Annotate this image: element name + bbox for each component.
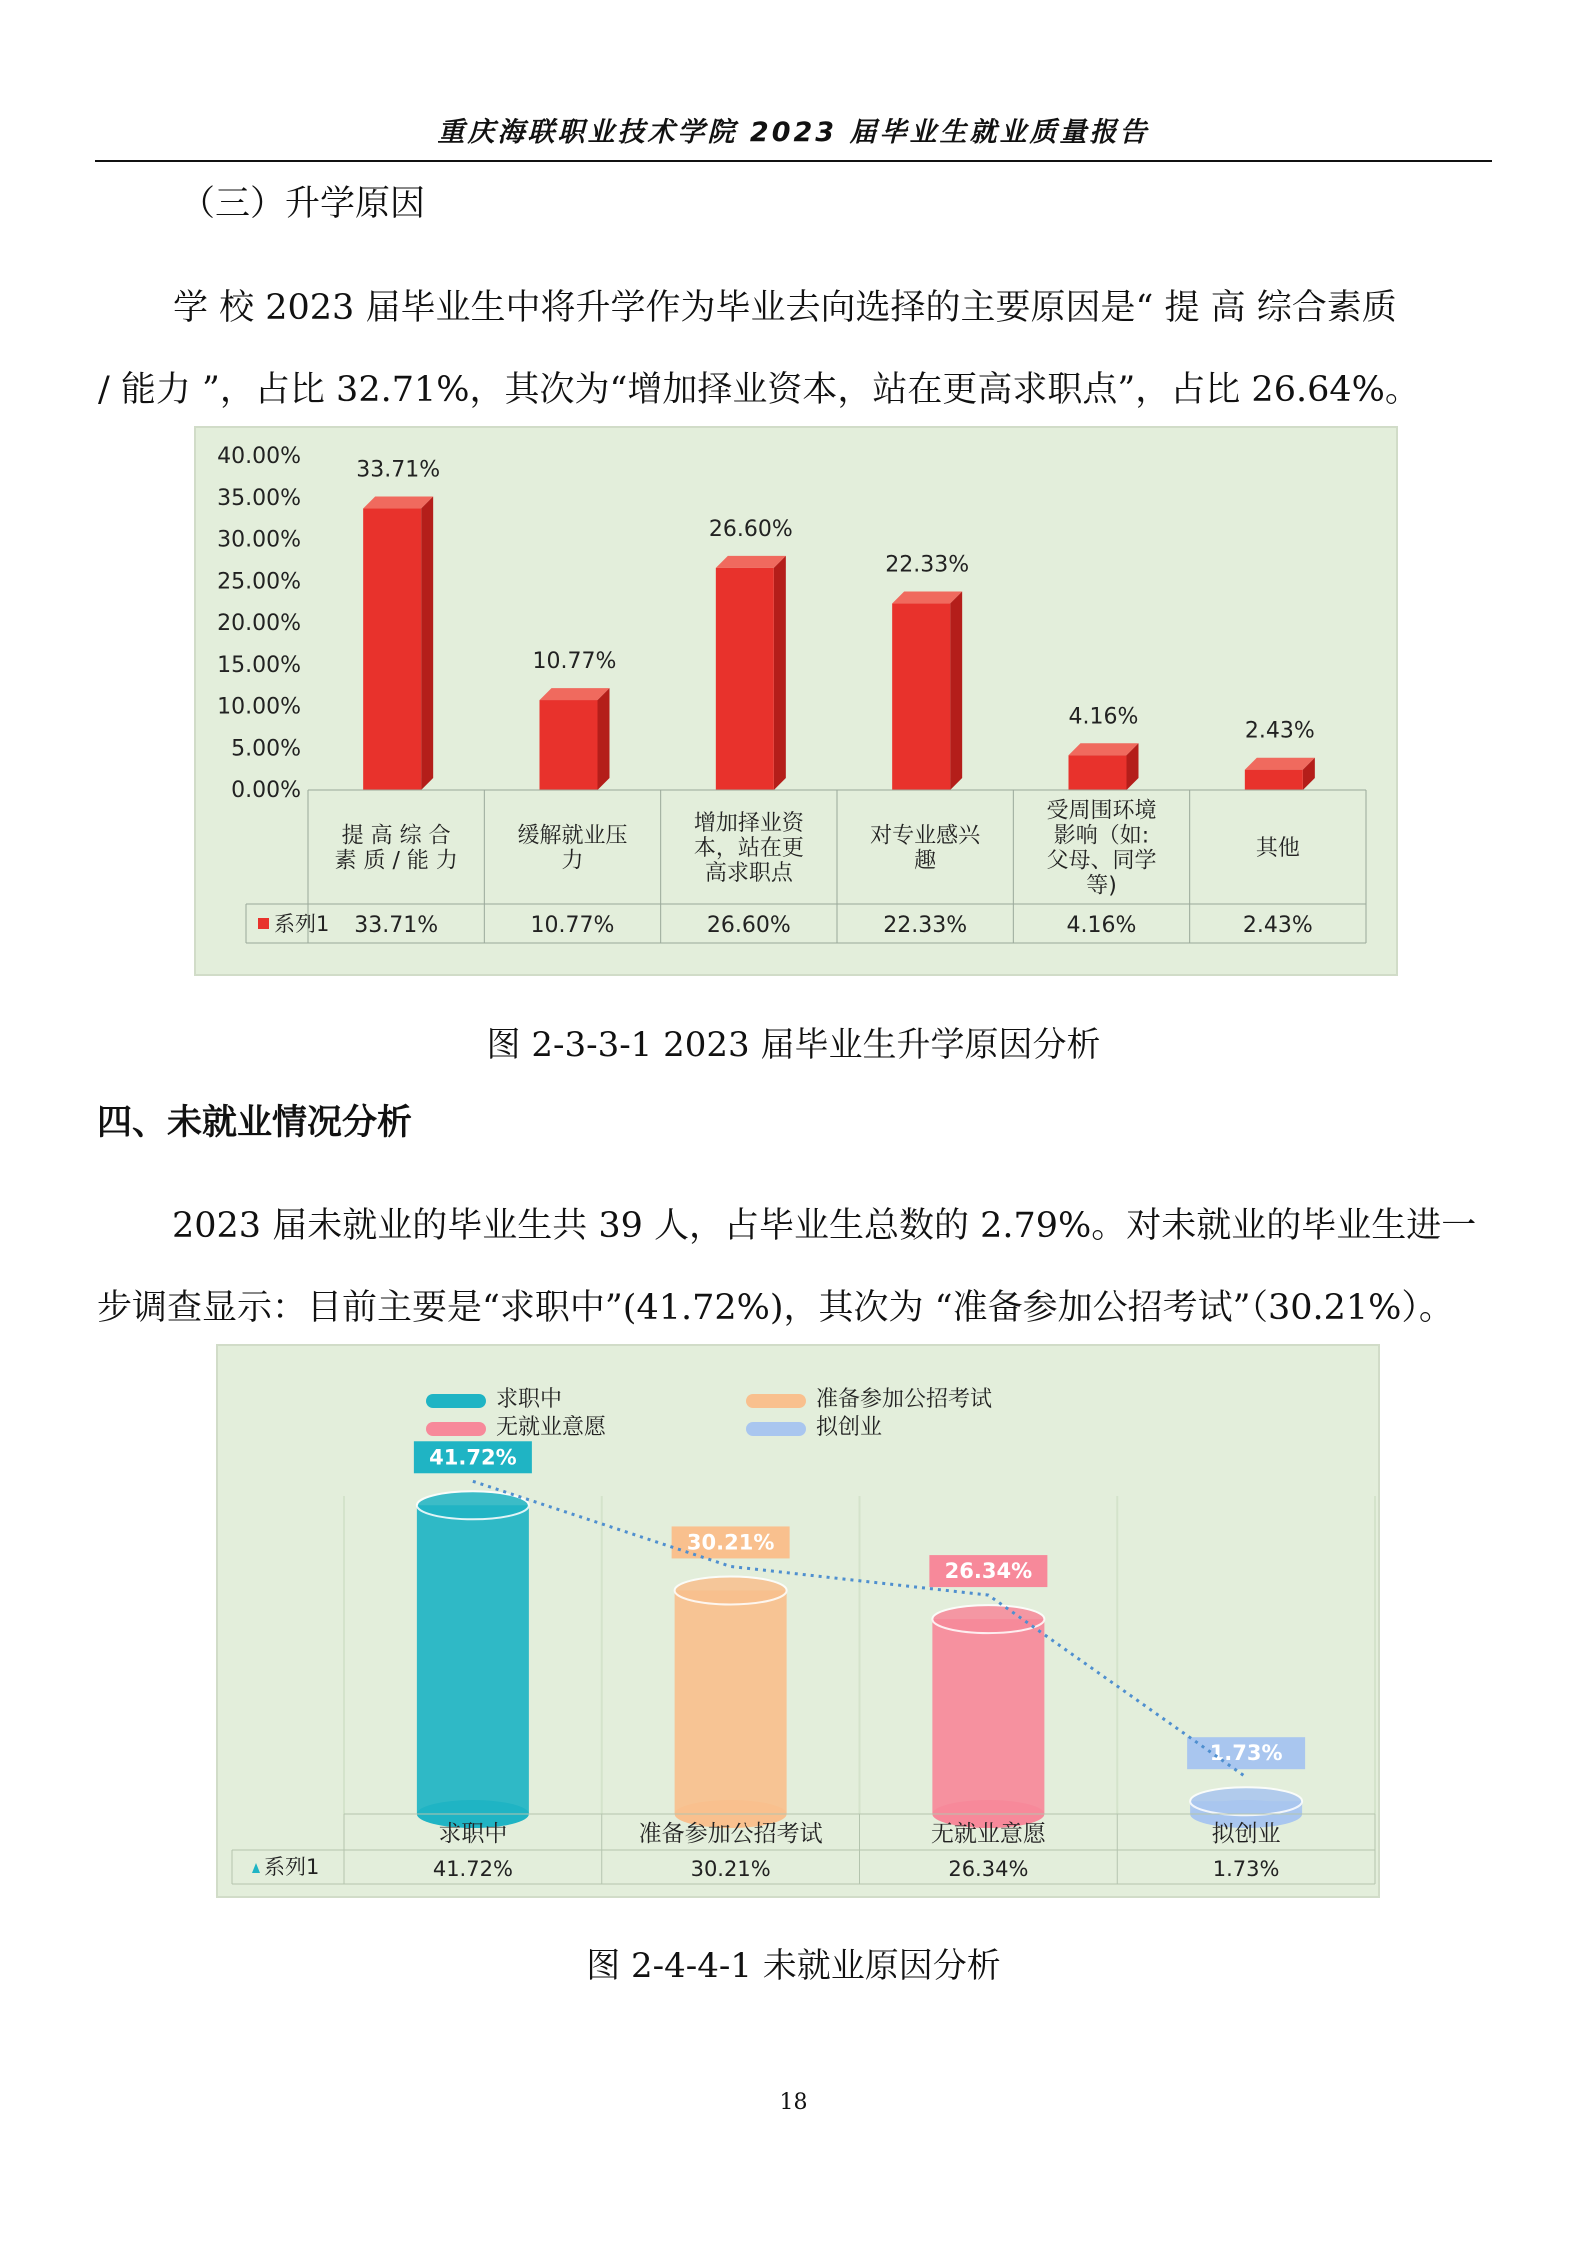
category-label: 影响（如: (1053, 823, 1150, 849)
para-line-1: 学 校 2023 届毕业生中将升学作为毕业去向选择的主要原因是“ 提 高 综合素质 (173, 288, 1397, 328)
legend-label: 求职中 (496, 1387, 563, 1412)
section-4-heading: 四、未就业情况分析 (97, 1102, 413, 1143)
unemployment-reasons-chart (216, 1344, 1380, 1898)
bar (716, 568, 774, 790)
legend-label: 拟创业 (816, 1415, 883, 1440)
data-label: 30.21% (686, 1530, 775, 1555)
category-label: 等) (1086, 873, 1117, 899)
further-study-reasons-chart (194, 426, 1398, 976)
legend-label: 准备参加公招考试 (816, 1387, 993, 1412)
para-line-2: 步调查显示：目前主要是“求职中”(41.72%)，其次为 “准备参加公招考试”（30.21%）。 (97, 1288, 1454, 1328)
bar (363, 509, 421, 790)
y-tick-label: 0.00% (231, 778, 301, 803)
legend-key (746, 1422, 806, 1436)
data-label: 10.77% (532, 649, 617, 675)
legend-key (258, 918, 269, 929)
data-label: 33.71% (356, 457, 441, 483)
table-value: 26.60% (706, 913, 791, 938)
cylinder-top (1190, 1787, 1302, 1815)
bar-top (716, 556, 786, 568)
category-label: 增加择业资 (693, 811, 804, 836)
category-label: 缓解就业压 (517, 823, 628, 849)
chart-2-svg (218, 1346, 1378, 1896)
category-label: 提 高 综 合 (341, 823, 451, 849)
table-value: 33.71% (354, 913, 439, 938)
table-value: 4.16% (1066, 913, 1137, 938)
page-number: 18 (779, 2090, 808, 2115)
bar-top (363, 497, 433, 509)
cylinder-body (932, 1619, 1044, 1814)
category-label: 本，站在更 (693, 836, 804, 861)
category-label: 受周围环境 (1046, 798, 1157, 824)
data-label: 4.16% (1068, 704, 1139, 730)
bar-top (540, 688, 610, 700)
y-tick-label: 25.00% (217, 569, 301, 595)
data-label: 2.43% (1244, 718, 1315, 744)
category-label: 无就业意愿 (930, 1821, 1046, 1847)
cylinder-body (675, 1590, 787, 1814)
section-4-paragraph (97, 1185, 1494, 1349)
table-value: 26.34% (948, 1857, 1029, 1881)
category-label: 趣 (914, 848, 937, 874)
table-value: 30.21% (690, 1857, 771, 1881)
data-label: 26.60% (708, 516, 793, 542)
figure-caption-1: 图 2-3-3-1 2023 届毕业生升学原因分析 (486, 1025, 1101, 1065)
category-label: 力 (561, 848, 584, 874)
category-label: 其他 (1255, 836, 1300, 861)
legend-key (426, 1422, 486, 1436)
bar-top (1245, 758, 1315, 770)
category-label: 准备参加公招考试 (638, 1821, 823, 1847)
data-label: 22.33% (885, 552, 970, 578)
cylinder-body (417, 1505, 529, 1814)
bar-side (421, 497, 433, 790)
legend-key (746, 1394, 806, 1408)
bar (1069, 755, 1127, 790)
table-value: 2.43% (1242, 913, 1313, 938)
bar-side (950, 592, 962, 790)
chart-1-svg (196, 428, 1396, 974)
cylinder-top (932, 1605, 1044, 1633)
category-label: 父母、同学 (1046, 848, 1157, 874)
category-label: 高求职点 (704, 861, 793, 886)
cylinder-top (675, 1576, 787, 1604)
bar-side (774, 556, 786, 790)
y-tick-label: 5.00% (231, 736, 301, 762)
legend-key (426, 1394, 486, 1408)
figure-caption-2: 图 2-4-4-1 未就业原因分析 (586, 1946, 1001, 1986)
section-3-paragraph (98, 267, 1493, 431)
para-line-1: 2023 届未就业的毕业生共 39 人，占毕业生总数的 2.79%。对未就业的毕业生进一 (172, 1206, 1477, 1246)
y-tick-label: 20.00% (217, 611, 301, 636)
category-label: 拟创业 (1211, 1821, 1281, 1847)
legend-key (252, 1863, 260, 1873)
category-label: 求职中 (438, 1821, 508, 1847)
category-label: 对专业感兴 (870, 823, 981, 849)
table-value: 22.33% (883, 913, 968, 938)
table-value: 41.72% (432, 1857, 513, 1881)
y-tick-label: 10.00% (217, 694, 301, 720)
y-tick-label: 40.00% (217, 444, 301, 469)
section-3-heading: （三）升学原因 (180, 184, 426, 224)
bar-side (598, 688, 610, 790)
para-line-2: / 能力 ”，占比 32.71%，其次为“增加择业资本，站在更高求职点”，占比 26.64%。 (98, 370, 1420, 410)
bar (892, 604, 950, 790)
data-label: 1.73% (1209, 1741, 1283, 1766)
series-label: 系列1 (264, 1855, 320, 1879)
bar (1245, 770, 1303, 790)
table-value: 10.77% (530, 913, 615, 938)
bar-top (892, 592, 962, 604)
legend-label: 无就业意愿 (496, 1415, 607, 1440)
y-tick-label: 30.00% (217, 527, 301, 553)
page-header: 重庆海联职业技术学院 2023 届毕业生就业质量报告 (437, 117, 1150, 148)
bar (540, 700, 598, 790)
series-label: 系列1 (274, 912, 330, 936)
data-label: 41.72% (429, 1445, 517, 1470)
category-label: 素 质 / 能 力 (334, 848, 458, 874)
y-tick-label: 35.00% (217, 485, 301, 511)
header-rule (95, 160, 1492, 162)
data-label: 26.34% (944, 1559, 1033, 1584)
y-tick-label: 15.00% (217, 652, 301, 678)
bar-top (1069, 743, 1139, 755)
table-value: 1.73% (1212, 1857, 1280, 1881)
